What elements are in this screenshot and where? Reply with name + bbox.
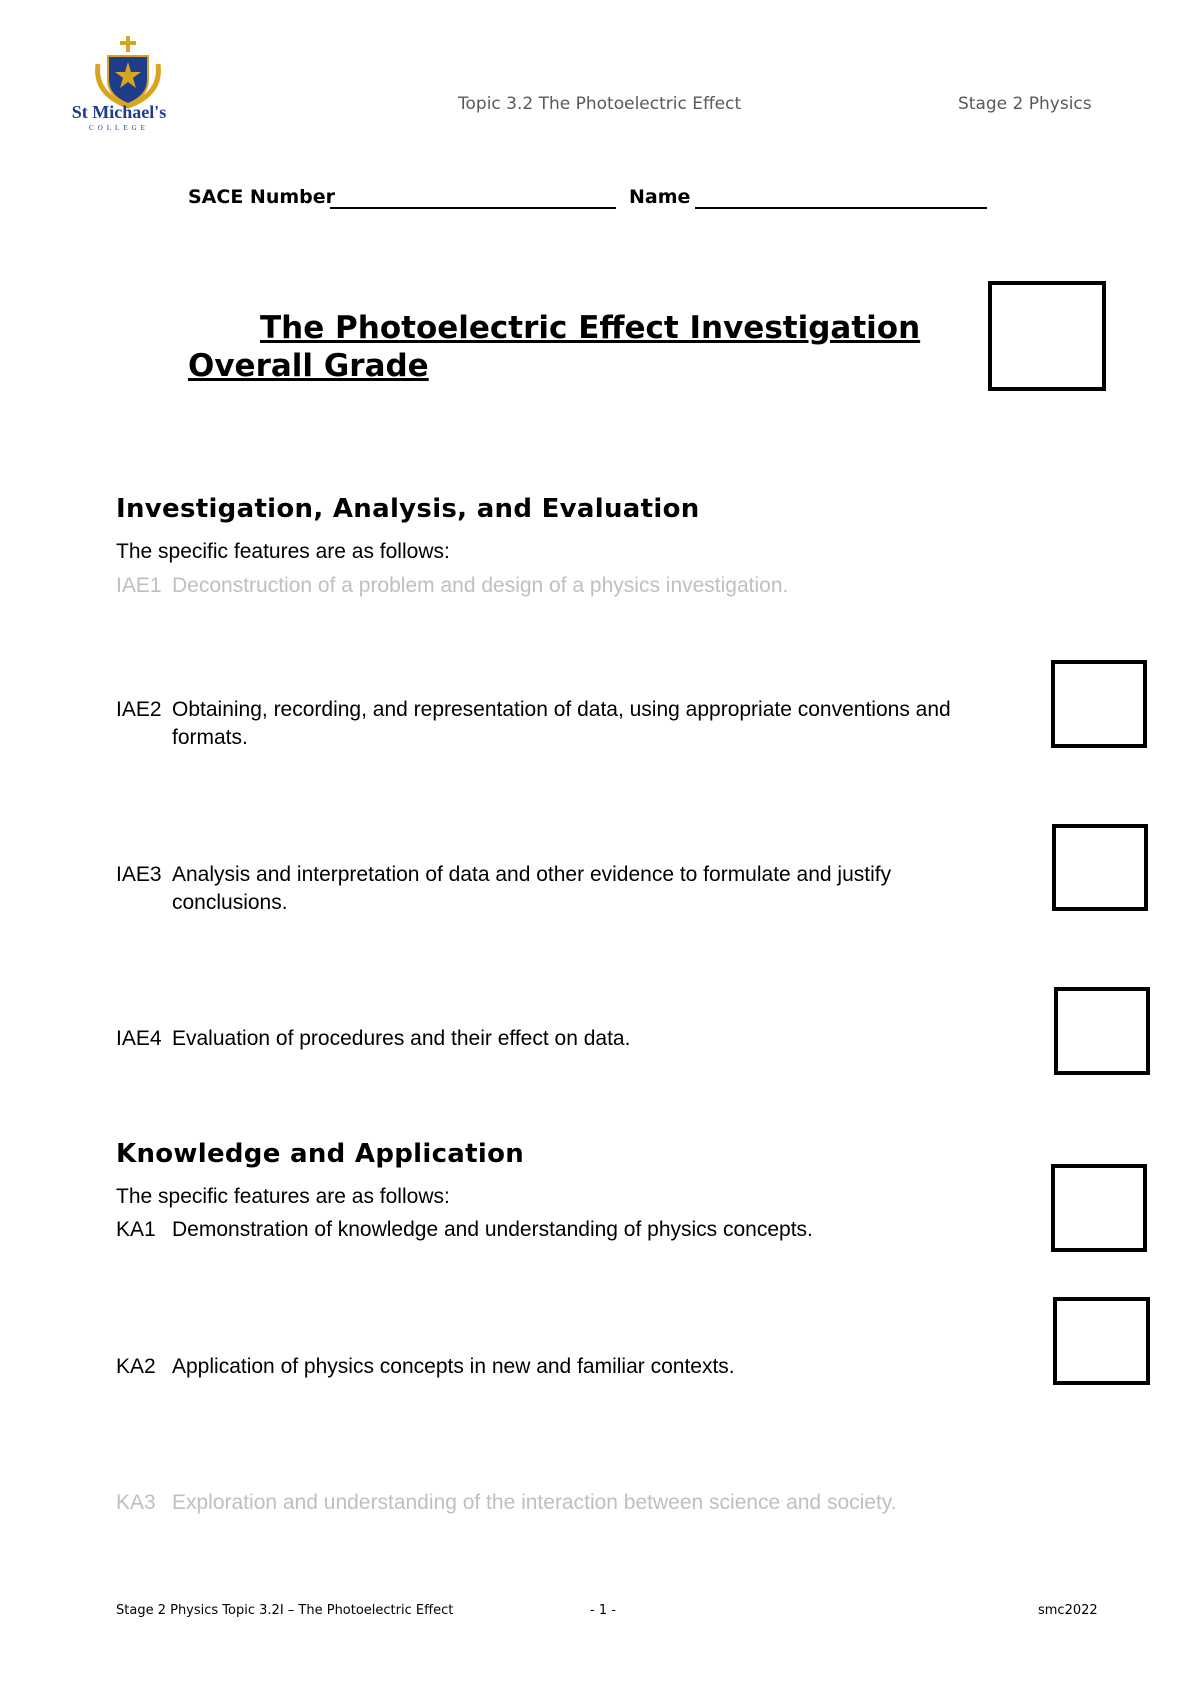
iae1-text: Deconstruction of a problem and design of a physics investigation. bbox=[172, 574, 789, 597]
sace-number-label: SACE Number bbox=[188, 186, 336, 208]
iae-intro: The specific features are as follows: bbox=[116, 540, 450, 563]
iae2-text-cont: formats. bbox=[172, 726, 248, 749]
ka2-code: KA2 bbox=[116, 1355, 156, 1378]
college-logo-subtitle: COLLEGE bbox=[89, 124, 149, 132]
iae-section-heading: Investigation, Analysis, and Evaluation bbox=[116, 494, 700, 524]
iae2-grade-box[interactable] bbox=[1051, 660, 1147, 748]
document-title: The Photoelectric Effect Investigation bbox=[260, 310, 921, 346]
iae2-code: IAE2 bbox=[116, 698, 162, 721]
iae3-grade-box[interactable] bbox=[1052, 824, 1148, 911]
ka1-code: KA1 bbox=[116, 1218, 156, 1241]
overall-grade-label: Overall Grade bbox=[188, 348, 429, 384]
iae3-code: IAE3 bbox=[116, 863, 162, 886]
name-label: Name bbox=[629, 186, 691, 208]
ka2-grade-box[interactable] bbox=[1053, 1297, 1150, 1385]
iae3-text: Analysis and interpretation of data and other evidence to formulate and justify bbox=[172, 863, 892, 886]
header-stage: Stage 2 Physics bbox=[958, 94, 1092, 114]
footer-course: Stage 2 Physics Topic 3.2I – The Photoelectric Effect bbox=[116, 1603, 454, 1618]
iae3-text-cont: conclusions. bbox=[172, 891, 288, 914]
name-field[interactable] bbox=[695, 207, 987, 209]
iae1-code: IAE1 bbox=[116, 574, 162, 597]
ka-intro: The specific features are as follows: bbox=[116, 1185, 450, 1208]
ka2-text: Application of physics concepts in new and familiar contexts. bbox=[172, 1355, 735, 1378]
iae4-grade-box[interactable] bbox=[1054, 987, 1150, 1075]
ka3-text: Exploration and understanding of the interaction between science and society. bbox=[172, 1491, 897, 1514]
sace-number-field[interactable] bbox=[330, 207, 616, 209]
college-logo-name: St Michael's bbox=[71, 102, 167, 122]
ka-section-heading: Knowledge and Application bbox=[116, 1139, 525, 1169]
ka1-grade-box[interactable] bbox=[1051, 1164, 1147, 1252]
footer-page-number: - 1 - bbox=[590, 1603, 616, 1618]
ka3-code: KA3 bbox=[116, 1491, 156, 1514]
iae2-text: Obtaining, recording, and representation of data, using appropriate conventions and bbox=[172, 698, 951, 721]
overall-grade-box[interactable] bbox=[988, 281, 1106, 391]
ka1-text: Demonstration of knowledge and understanding of physics concepts. bbox=[172, 1218, 813, 1241]
footer-code: smc2022 bbox=[1038, 1603, 1098, 1618]
iae4-text: Evaluation of procedures and their effect on data. bbox=[172, 1027, 631, 1050]
iae4-code: IAE4 bbox=[116, 1027, 162, 1050]
header-topic: Topic 3.2 The Photoelectric Effect bbox=[458, 94, 742, 114]
